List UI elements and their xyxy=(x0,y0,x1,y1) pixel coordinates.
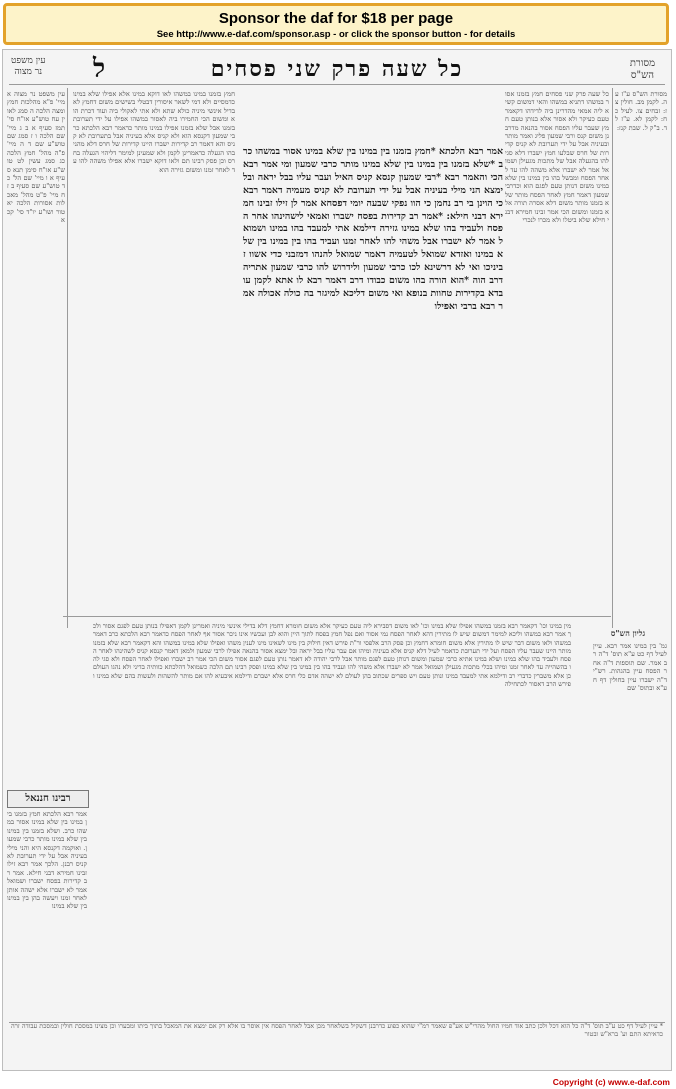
rabbeinu-chananel-text: אמר רבא הלכתא חמץ בזמנו בין במינו בין שלא במינו אסור במשהו כרב. ושלא בזמנו בין במינו בין שלא במינו מותר כרבי שמעון. ואוקמה דקנסא היא והני מילי בעיניה אבל על ידי תערובת לא קניס רבנן. הלכך אמר רבא זילו זבינו חמירא דבני חילא. אמר רב קדירות בפסח ישברו ושמואל אמר לא ישברו אלא ישהה אותן לאחר זמנו ויעשה בהן בין במינו בין שלא במינו xyxy=(7,810,87,911)
lower-commentary: מין במינו וכו' דקאמר רבא בזמנו במשהו אפילו שלא במינו וכו' לאו משום דסבירא ליה טעם כעיקר אלא משום חומרא דחמץ דלא בדילי אינשי מיניה ואמרינן לקמן דאפילו בנותן טעם לפגם אסור ולכך אמר רבא במשהו וליכא למימר דמשום שיש לו מתירין דהא לאחר הפסח נמי אסור ואם נפל חמץ בפסח לתוך היין והוא לבן ועכשיו אינו ניכר אסור אף לאחר הפסח כדאמר רבא הלכתא כרב דאמר במשהו ולאו משום דבר שיש לו מתירין אלא משום חומרא דחמץ וכן פסק הרב אלפסי ור"ת פירש דאין חילוק בין מינו לשאינו מינו לענין משהו ואפילו שלא במינו במשהו והא דקאמר רבא שלא בזמנו מותר היינו שעבר עליו הפסח ועל ידי תערובת כדאמר לעיל דלא קניס אלא בעיניה ומיהו אם עבר עליו בבל יראה ובל ימצא אסור בהנאה אפילו לרבי שמעון ולמאן דאמר קנסא קניס לשהינהו לאחר הפסח ולעביד בהו שלא במינו ושלא במינו אתיא כרבי שמעון ומשום דנותן טעם לפגם מותר אבל לרבי יהודה לא דאמר נותן טעם לפגם אסור משום הכי אמר רב ישברו ואפילו לאחר הפסח ולא סגי להו בהשהייה עד לאחר זמנו ומיהו בכלי מתכות מגעילן ושמואל אמר לא ישברו אלא משהי להו ועביד בהו בין במינו בין שלא במינו ופסק רבינו תם הלכה כשמואל דהלכתא כוותיה בדיני ולא נהגו העולם כן אלא משברין כדברי רב ודילמא אתי למעבד במינו ונותן טעם ויש ספרים שכתוב בהן לעולם לא ישהה אדם כלי חרס אלא ישברם ודילמא איבעיא להו אם מותר להשהות ולעשות בהם שלא במינו ופירש הרב דאסור לכתחילה xyxy=(93,622,571,689)
masoret-hashas-column: מסורת הש"ס ע"ז עה. לקמן מב. חולין צז: זבחים צו. לעיל כח: לקמן לא. ע"ז לד. ב"ק ל. שבת קנז: xyxy=(615,90,667,132)
folio-number: ל xyxy=(93,54,106,84)
footnote-text: * עיין לעיל דף כט ע"ב תוס' ד"ה כל הוא דכל ולכן כתב אוד חמיו החול מהרי"ש אע"פ שאמר רמ"י שהוא כפוע כדרבנן דשקיל בשלאחר מכן אבל לאחר הפסח אין אוסר בו אלא רק אם ימצא את המאכל בתוך ביתו ומבערו וכן מצינו במסכת חולין ובמסכת עבודה זרה כדאיתא התם וע' ברא"ש ובטור xyxy=(11,1022,663,1038)
left-margin-rule xyxy=(67,88,68,628)
tosafot-column: חמץ בזמנו במינו במשהו לאו דוקא במינו אלא אפילו שלא במינו כדמסיים ולא דמי לשאר איסורין דבטלי בשישים משום דחמץ לא בדיל אינשי מיניה כולא שתא ולא אתי לאקולי ביה ועוד דכרת הוא ומשום הכי החמירו ביה לאסור במשהו אפילו על ידי תערובת בזמנו אבל שלא בזמנו אפילו במינו מותר כדאמר רבא הלכתא כרבי שמעון דקנסא הוא ולא קניס אלא בעיניה אבל בתערובת לא קניס והא דאמר רב קדירות ישברו היינו קדירות של חרס דלא מהני בהו הגעלה כדאמרינן לקמן ולא שמעינן למימר דליהוי הגעלה בחרס וכן פסק רבינו תם ולאו דוקא ישברו אלא אפילו משהה להו עד לאחר זמנו ומשום גזירה הוא xyxy=(73,90,235,174)
sponsor-banner[interactable] xyxy=(3,3,669,45)
copyright-text: Copyright (c) www.e-daf.com xyxy=(552,1077,670,1087)
talmud-page xyxy=(2,49,672,1071)
header-rule xyxy=(9,84,665,85)
page-title: כל שעה פרק שני פסחים xyxy=(210,56,464,82)
gilyon-label: גליון הש"ס xyxy=(610,628,646,638)
gilyon-column: גמ' בין במינו אמר רבא. עיין לעיל דף כט ע"א תוס' ד"ה רב אמר. שם תוספות ד"ה אחר הפסח עיין בהגהות. רש"י ד"ה ישברו עיין בחולין דף ח ע"א ובתוס' שם xyxy=(593,642,667,693)
gemara-main-text: אמר רבא הלכתא *חמץ בזמנו בין במינו בין שלא במינו אסור במשהו כרב *שלא בזמנו בין במינו בין שלא במינו מותר כרבי שמעון ומי אמר רבא הכי והאמר רבא *רבי שמעון קנסא קניס האיל ועבר עליו בבל יראה ובל ימצא הני מילי בעיניה אבל על ידי תערובת לא קניס מעמיה דאמר רבא כי הוינן בי רב נחמן כי הוו נפקי שבעה יומי דפסחא אמר לן זילו זבינו חמירא דבני חילא: *אמר רב קדירות בפסח ישברו ואמאי לישהינהו אחר הפסח ולעביד בהו שלא במינו גזירה דילמא אתי למעבד בהו במינו ושמואל אמר לא ישברו אבל משהי להו לאחר זמנו ועביד בהו בין במינו בין שלא במינו ואזדא שמואל לטעמיה דאמר שמואל להנהו דמזבני כדי אשוו זביניכו ואי לא דרשינא לכו כרבי שמעון ולידרוש להו כרבי שמעון אתריה דרב הוה *הוא הורה בהו משום כבודו דרב דאמר רבא לו אתא לקמן עובדא בקדירות טחוות בנופא ואי משום דליכא למיגזר בה כולה אכולה אמר רבא ברבי ואפילו xyxy=(243,146,503,312)
ein-mishpat-label: עין משפט נר מצוה xyxy=(11,56,46,77)
masoret-hashas-label: מסורת הש"ס xyxy=(629,58,655,81)
section-rule xyxy=(63,616,611,617)
sponsor-subtitle[interactable]: See http://www.e-daf.com/sponsor.asp - or click the sponsor button - for details xyxy=(156,29,516,40)
rashi-column: כל שעה פרק שני פסחים חמץ בזמנו אסור במשהו דתניא במשהו והאי דמשום קשיא ליה אמאי מהדרינן ביה לדידהו דקאמר טעם כעיקר ולא אסור אלא בנותן טעם חמץ שעבר עליו הפסח אסור בהנאה מדרבנן משום קנס ורבי שמעון פליג ואמר מותר ובעיניה אבל על ידי תערובת לא קניס קדירות של חרס שבלעו חמץ ישברו דלא סגי להו בהגעלה אבל של מתכות מגעילן ושמואל אמר לא ישברו אלא משהה להו עד לאחר הפסח ומבשל בהו בין במינו בין שלא במינו משום דנותן טעם לפגם הוא וכדרבי שמעון דאמר חמץ לאחר הפסח מותר שלא בזמנו מותר משום דלא אסרה תורה אלא בזמנו ומשום הכי אמר זבינו חמירא דבני חילא שלא ביטלו ולא מכרו לנכרי xyxy=(505,90,609,225)
sponsor-title[interactable]: Sponsor the daf for $18 per page xyxy=(218,10,454,27)
rabbeinu-chananel-box: רבינו חננאל xyxy=(7,790,89,808)
ein-mishpat-column: עין משפט נר מצוה א מיי' פ"א מהלכות חמץ ומצה הלכה ה סמג לאוין עח טוש"ע או"ח סי' תמז סעיף א ב ג מיי' שם הלכה ו ז סמג שם טוש"ע שם ד ה מיי' פ"ה מהל' חמץ הלכה כג סמג עשין לט טוש"ע או"ח סימן תנא סעיף א ו מיי' שם הל' כד טוש"ע שם סעיף ב ז ח מיי' פ"ט מהל' מאכלות אסורות הלכה יא טור ושו"ע יו"ד סי' קכא xyxy=(7,90,65,225)
right-margin-rule xyxy=(612,88,613,628)
